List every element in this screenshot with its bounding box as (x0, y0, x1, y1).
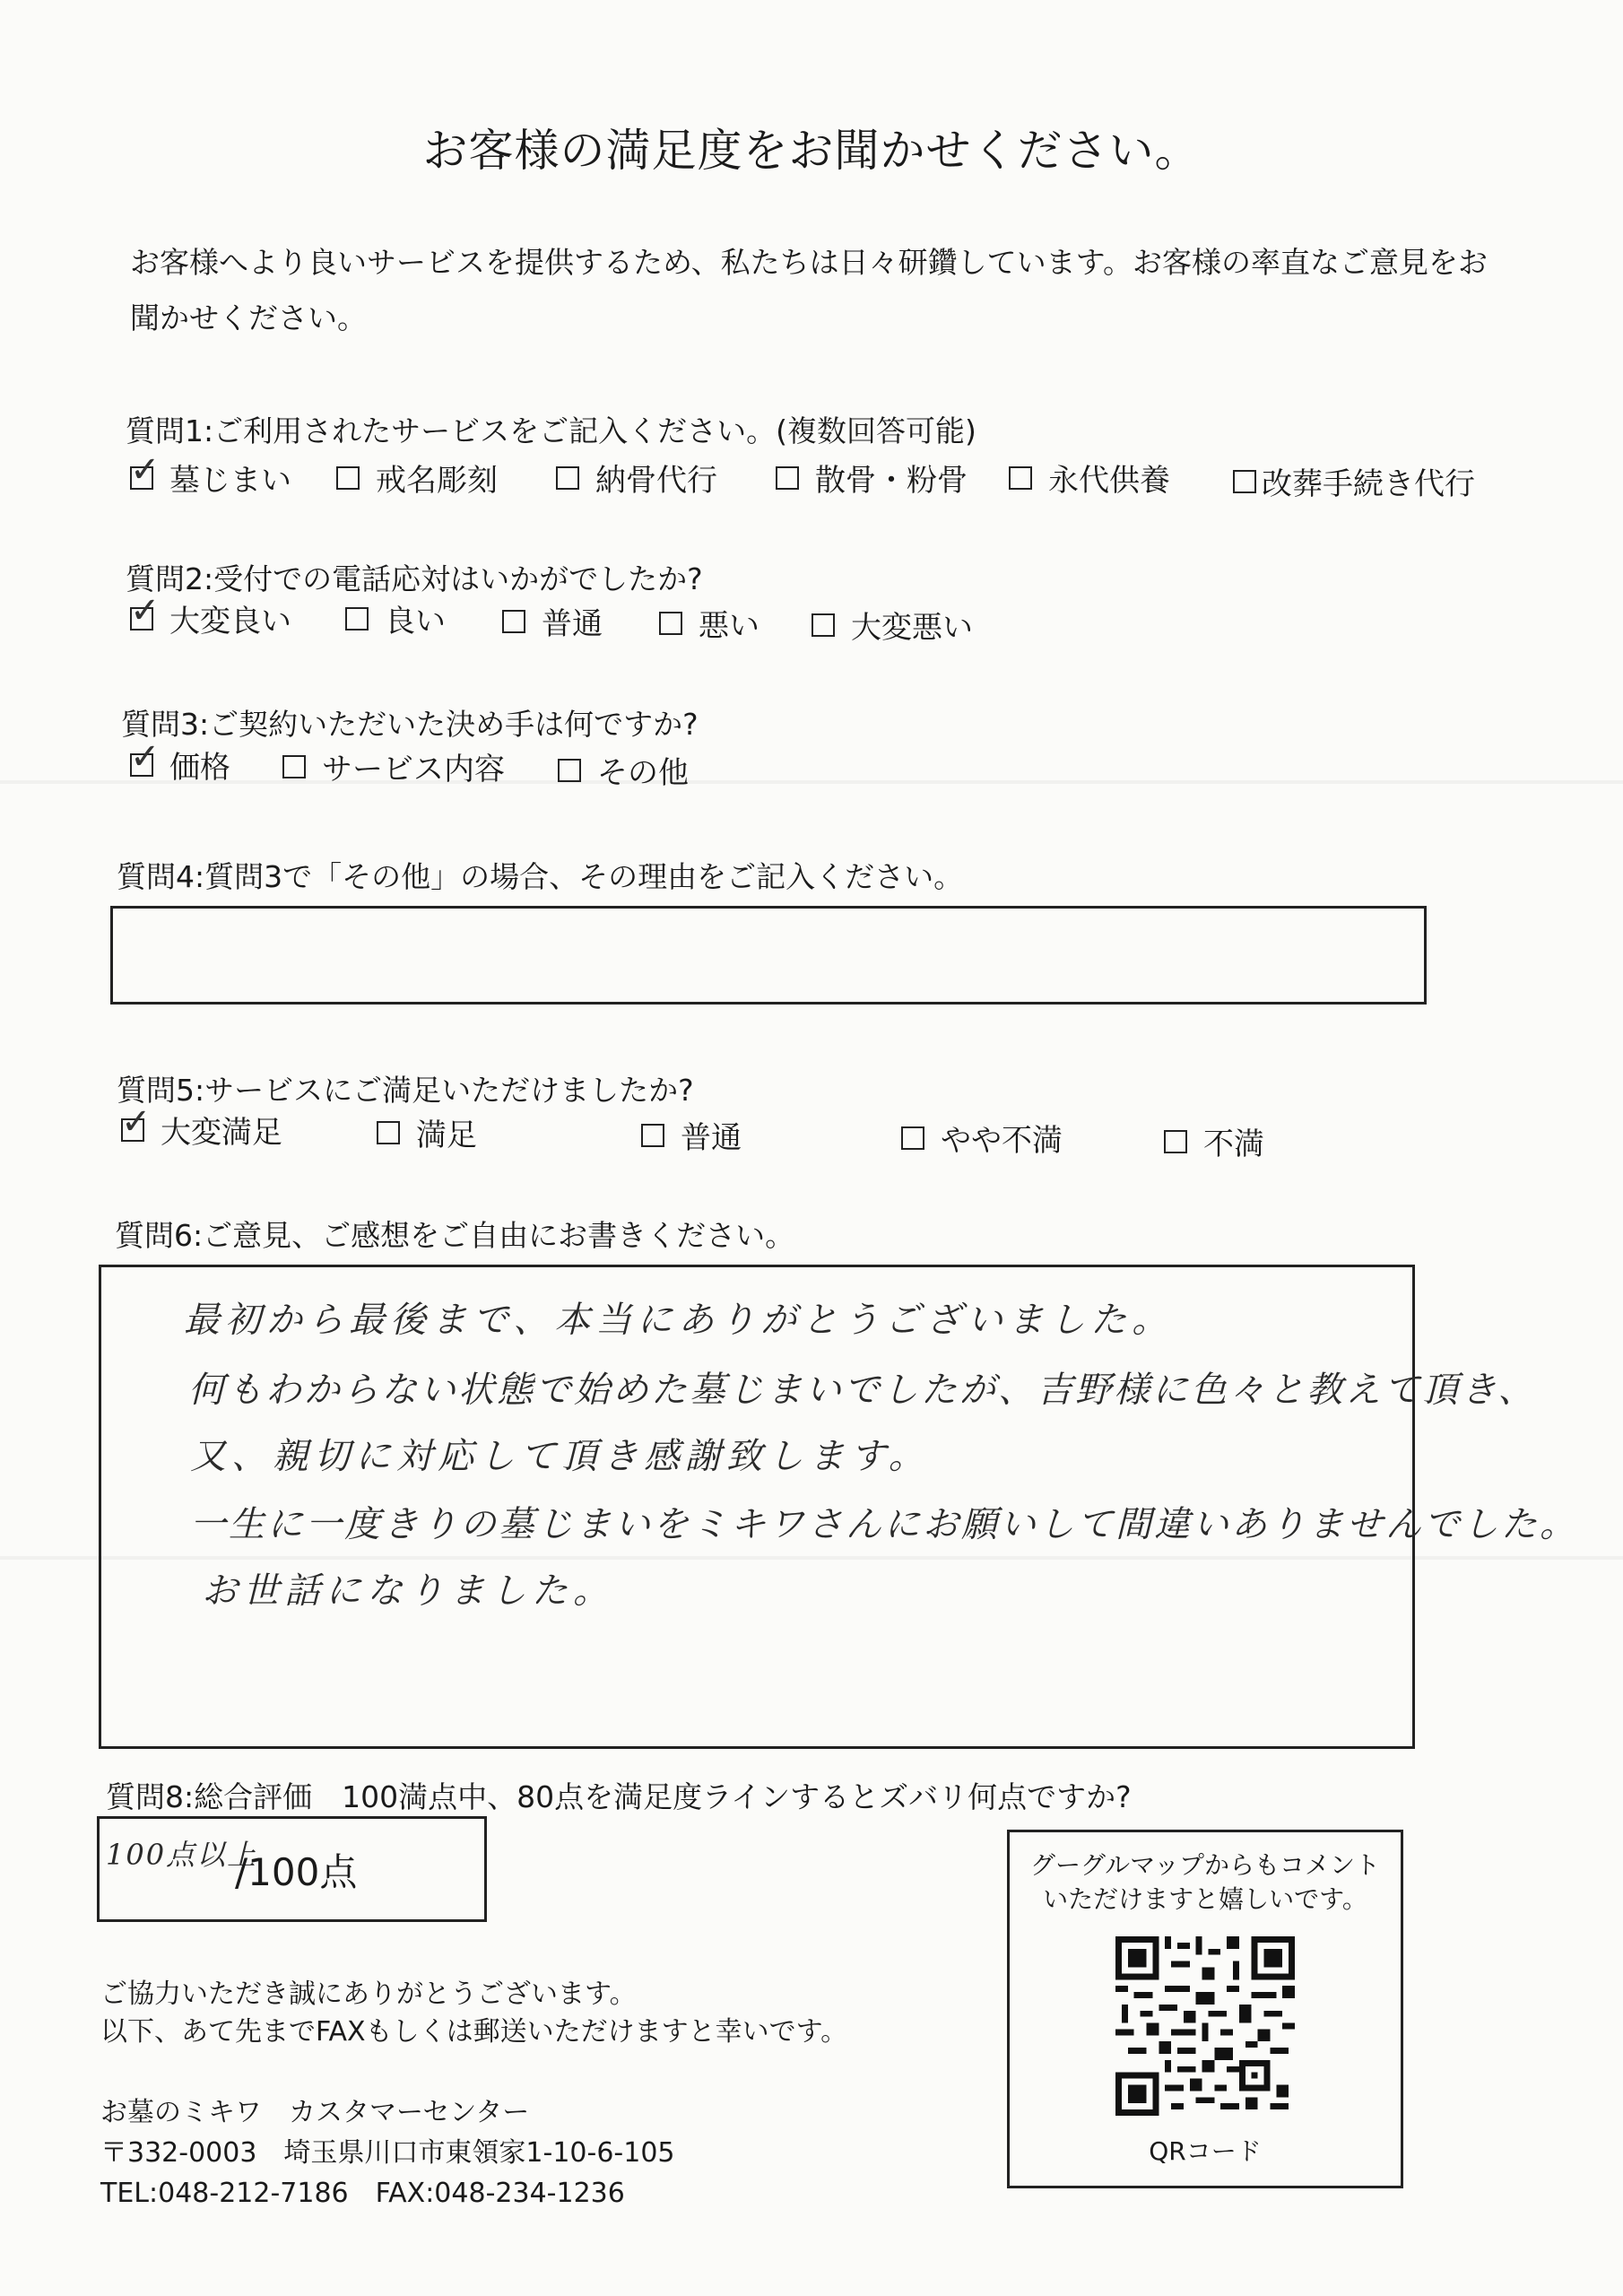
q6-label: 質問6:ご意見、ご感想をご自由にお書きください。 (115, 1218, 795, 1253)
option-label: 戒名彫刻 (376, 463, 498, 499)
qr-message-line2: いただけますと嬉しいです。 (1043, 1884, 1367, 1914)
option-label: 悪い (699, 608, 759, 644)
q5-option-4[interactable] (901, 1116, 1063, 1160)
q1-option-2[interactable] (336, 456, 498, 500)
qr-code-icon[interactable] (1115, 1936, 1295, 2116)
q8-label: 質問8:総合評価 100満点中、80点を満足度ラインするとズバリ何点ですか? (106, 1779, 1132, 1814)
option-label: 大変満足 (161, 1115, 282, 1151)
option-label: 満足 (416, 1118, 477, 1153)
check-mark-icon: ✓ (130, 735, 161, 778)
q3-option-2[interactable] (282, 744, 505, 788)
q8-score-answer: 100点以上 (106, 1838, 258, 1872)
checkbox[interactable] (502, 610, 525, 633)
q1-option-5[interactable] (1009, 456, 1170, 500)
q1-option-4[interactable] (776, 456, 968, 500)
option-label: 価格 (169, 750, 230, 786)
footer-company: お墓のミキワ カスタマーセンター (100, 2097, 530, 2128)
comment-line: 最初から最後まで、本当にありがとうございました。 (184, 1300, 1174, 1341)
option-label: 大変良い (169, 604, 291, 639)
comment-line: 一生に一度きりの墓じまいをミキワさんにお願いして間違いありませんでした。 (190, 1504, 1578, 1545)
q1-option-3[interactable] (556, 456, 717, 500)
option-label: 墓じまい (169, 463, 291, 499)
checkbox[interactable] (1009, 466, 1032, 490)
option-label: 散骨・粉骨 (815, 463, 968, 499)
q1-option-1[interactable] (130, 448, 291, 500)
qr-caption: QRコード (1149, 2136, 1262, 2166)
checkbox[interactable] (130, 448, 161, 491)
scan-artifact (0, 780, 1623, 784)
option-label: 納骨代行 (595, 463, 717, 499)
check-mark-icon: ✓ (121, 1100, 152, 1143)
check-mark-icon: ✓ (130, 448, 161, 491)
option-label: 普通 (542, 606, 603, 642)
q2-option-5[interactable] (812, 603, 973, 647)
q3-option-1[interactable] (130, 735, 230, 787)
option-label: サービス内容 (322, 752, 505, 787)
check-mark-icon: ✓ (130, 589, 161, 631)
comment-line: お世話になりました。 (202, 1570, 614, 1612)
checkbox[interactable] (641, 1124, 664, 1147)
q5-option-2[interactable] (377, 1110, 477, 1154)
q8-score-suffix: /100点 (235, 1850, 358, 1894)
q5-label: 質問5:サービスにご満足いただけましたか? (117, 1073, 694, 1108)
option-label: 永代供養 (1048, 463, 1170, 499)
footer-instruction: 以下、あて先までFAXもしくは郵送いただけますと幸いです。 (100, 2016, 848, 2048)
qr-message-line1: グーグルマップからもコメント (1029, 1850, 1381, 1880)
q4-answer-field[interactable] (110, 906, 1427, 1004)
comment-line: 又、親切に対応して頂き感謝致します。 (190, 1436, 930, 1477)
checkbox[interactable] (901, 1126, 924, 1150)
q5-option-1[interactable] (121, 1100, 282, 1152)
option-label: やや不満 (941, 1123, 1063, 1159)
q2-option-2[interactable] (345, 596, 446, 640)
option-label: 良い (385, 604, 446, 639)
q5-option-3[interactable] (641, 1113, 742, 1157)
checkbox[interactable] (556, 466, 579, 490)
checkbox[interactable] (130, 589, 161, 631)
checkbox[interactable] (377, 1121, 400, 1144)
checkbox[interactable] (130, 735, 161, 778)
comment-line: 何もわからない状態で始めた墓じまいでしたが、吉野様に色々と教えて頂き、 (188, 1370, 1537, 1411)
q2-option-3[interactable] (502, 599, 603, 643)
qr-panel (1007, 1830, 1403, 2188)
q3-option-3[interactable] (558, 748, 689, 792)
checkbox[interactable] (776, 466, 799, 490)
option-label: 大変悪い (851, 610, 973, 646)
q2-label: 質問2:受付での電話応対はいかがでしたか? (126, 561, 703, 596)
page-title: お客様の満足度をお聞かせください。 (422, 125, 1201, 177)
option-label: 改葬手続き代行 (1262, 466, 1475, 502)
checkbox[interactable] (345, 607, 369, 631)
q5-option-5[interactable] (1164, 1119, 1264, 1163)
intro-text: お客様へより良いサービスを提供するため、私たちは日々研鑽しています。お客様の率直なご意見をお聞かせください。 (130, 245, 1488, 335)
q3-label: 質問3:ご契約いただいた決め手は何ですか? (121, 707, 699, 742)
option-label: その他 (597, 755, 689, 791)
q2-option-1[interactable] (130, 589, 291, 640)
q2-option-4[interactable] (659, 601, 759, 645)
checkbox[interactable] (1233, 470, 1256, 493)
option-label: 普通 (681, 1120, 742, 1156)
checkbox[interactable] (659, 612, 682, 635)
q1-label: 質問1:ご利用されたサービスをご記入ください。(複数回答可能) (126, 413, 976, 448)
option-label: 不満 (1203, 1126, 1264, 1162)
checkbox[interactable] (558, 759, 581, 782)
footer-thanks: ご協力いただき誠にありがとうございます。 (100, 1979, 637, 2010)
footer-contact: TEL:048-212-7186 FAX:048-234-1236 (100, 2178, 625, 2209)
checkbox[interactable] (812, 613, 835, 637)
q4-label: 質問4:質問3で「その他」の場合、その理由をご記入ください。 (117, 859, 964, 894)
checkbox[interactable] (336, 466, 360, 490)
footer-address: 〒332-0003 埼玉県川口市東領家1-10-6-105 (100, 2137, 675, 2169)
q1-option-6[interactable] (1233, 459, 1475, 503)
checkbox[interactable] (121, 1100, 152, 1143)
checkbox[interactable] (1164, 1130, 1187, 1153)
checkbox[interactable] (282, 755, 306, 778)
